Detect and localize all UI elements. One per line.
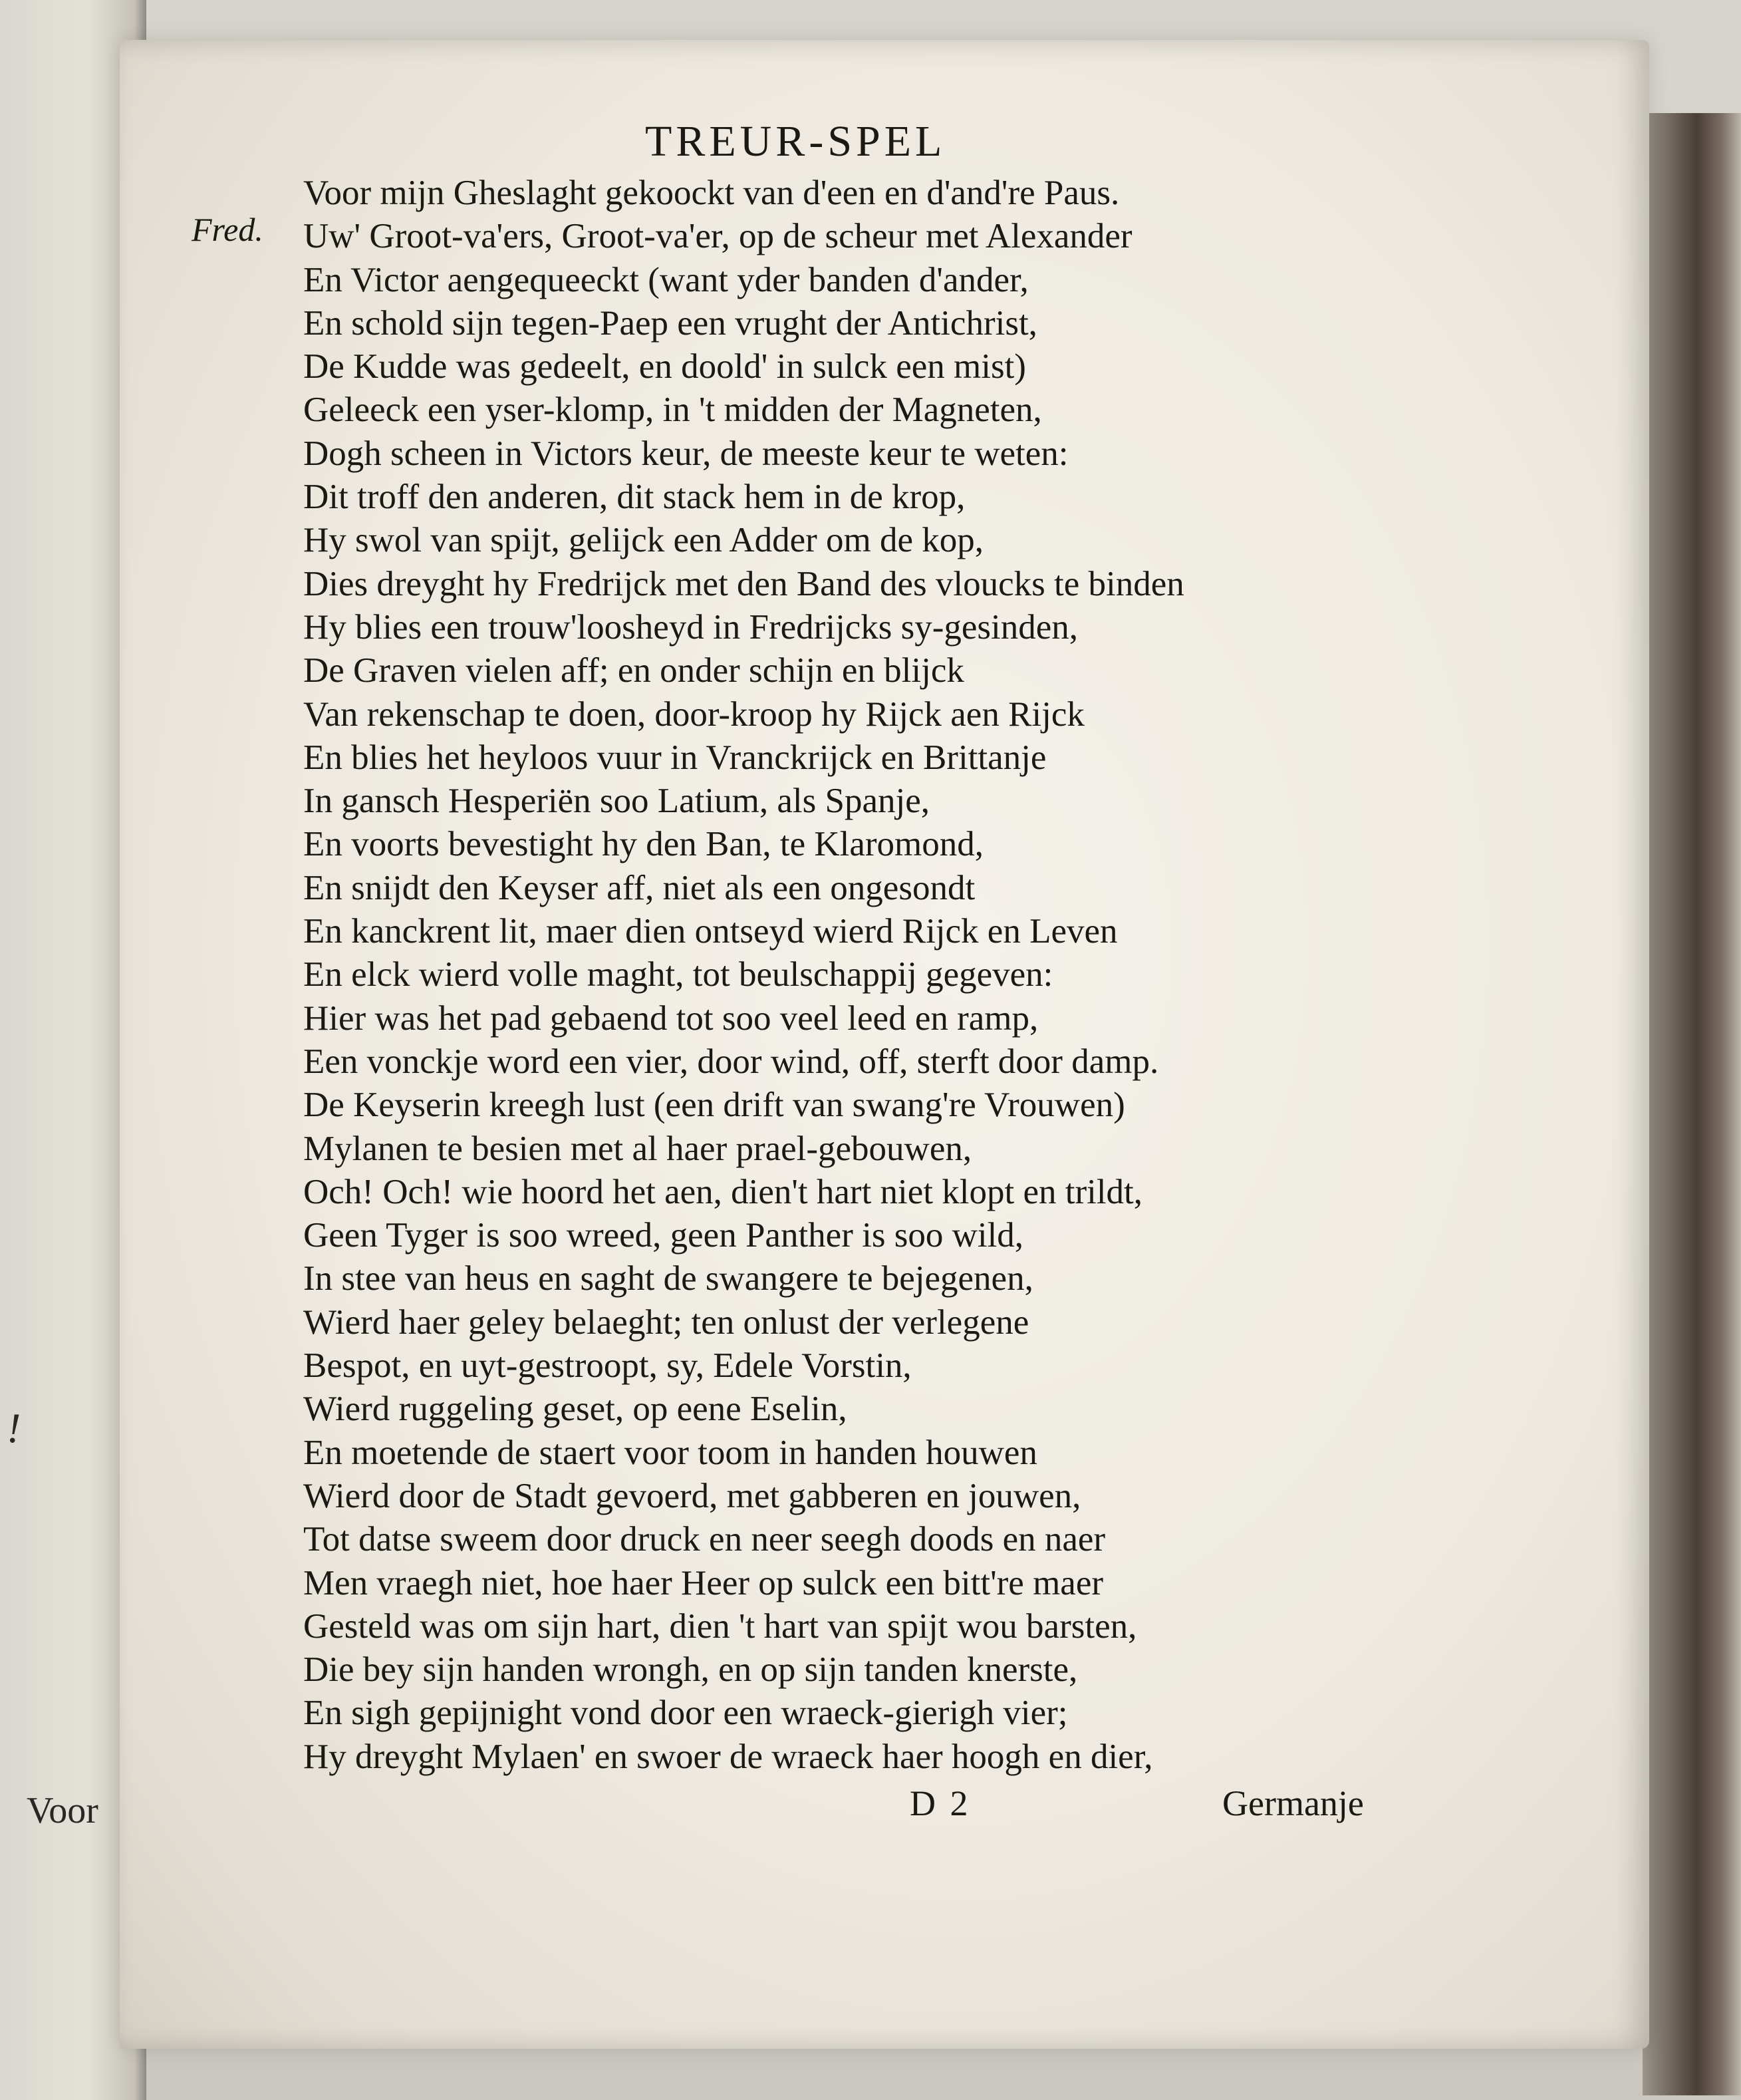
- verse-line: En schold sijn tegen-Paep een vrught der Antichrist,: [303, 303, 1037, 343]
- running-head: TREUR-SPEL: [645, 117, 946, 166]
- verse-line: En kanckrent lit, maer dien ontseyd wierd Rijck en Leven: [303, 912, 1118, 951]
- verse-line: En sigh gepijnight vond door een wraeck-gierigh vier;: [303, 1694, 1068, 1733]
- verse-line: Die bey sijn handen wrongh, en op sijn tanden knerste,: [303, 1650, 1078, 1690]
- verse-line: En elck wierd volle maght, tot beulschappij gegeven:: [303, 955, 1053, 994]
- verse-line: Hy blies een trouw'loosheyd in Fredrijcks sy-gesinden,: [303, 607, 1079, 647]
- verse-line: Bespot, en uyt-gestroopt, sy, Edele Vorstin,: [303, 1346, 912, 1386]
- verse-line: Hy swol van spijt, gelijck een Adder om de kop,: [303, 521, 984, 560]
- verse-line: Och! Och! wie hoord het aen, dien't hart niet klopt en trildt,: [303, 1172, 1143, 1211]
- verse-line: De Keyserin kreegh lust (een drift van swang're Vrouwen): [303, 1086, 1125, 1125]
- verse-line: Gesteld was om sijn hart, dien 't hart van spijt wou barsten,: [303, 1606, 1137, 1646]
- verse-line: Geen Tyger is soo wreed, geen Panther is soo wild,: [303, 1216, 1024, 1255]
- verse-line: Wierd haer geley belaeght; ten onlust der verlegene: [303, 1302, 1029, 1342]
- verse-line: Van rekenschap te doen, door-kroop hy Rijck aen Rijck: [303, 694, 1085, 734]
- verse-line: En blies het heyloos vuur in Vranckrijck en Brittanje: [303, 738, 1047, 777]
- page-signature: D 2: [910, 1783, 971, 1823]
- verse-line: Hier was het pad gebaend tot soo veel leed en ramp,: [303, 998, 1039, 1038]
- verse-line: Wierd ruggeling geset, op eene Eselin,: [303, 1390, 847, 1429]
- verse-line: Voor mijn Gheslaght gekoockt van d'een en d'and're Paus.: [303, 174, 1120, 212]
- verse-lines: [303, 172, 1184, 1779]
- verse-line: Dogh scheen in Victors keur, de meeste keur te weten:: [303, 434, 1069, 473]
- verse-line: De Kudde was gedeelt, en doold' in sulck een mist): [303, 347, 1026, 386]
- verse-line: Een vonckje word een vier, door wind, off, sterft door damp.: [303, 1042, 1159, 1081]
- verse-line: En moetende de staert voor toom in handen houwen: [303, 1433, 1037, 1472]
- verse-line: In stee van heus en saght de swangere te bejegenen,: [303, 1259, 1033, 1298]
- verse-line: Dies dreyght hy Fredrijck met den Band des vloucks te binden: [303, 564, 1184, 603]
- verse-line: Hy dreyght Mylaen' en swoer de wraeck haer hoogh en dier,: [303, 1737, 1153, 1776]
- book-cover-edge: [1643, 113, 1741, 2095]
- verse-line: Men vraegh niet, hoe haer Heer op sulck een bitt're maer: [303, 1563, 1104, 1602]
- verse-line: En snijdt den Keyser aff, niet als een ongesondt: [303, 868, 976, 907]
- verse-line: In gansch Hesperiën soo Latium, als Spanje,: [303, 782, 930, 821]
- verse-line: En Victor aengequeeckt (want yder banden d'ander,: [303, 260, 1029, 299]
- verse-line: Wierd door de Stadt gevoerd, met gabberen en jouwen,: [303, 1476, 1081, 1515]
- left-page-catchword: Voor: [27, 1790, 98, 1831]
- verse-line: En voorts bevestight hy den Ban, te Klaromond,: [303, 825, 984, 864]
- verse-line: Geleeck een yser-klomp, in 't midden der Magneten,: [303, 390, 1042, 430]
- verse-line: Mylanen te besien met al haer prael-gebouwen,: [303, 1129, 972, 1168]
- verse-line: De Graven vielen aff; en onder schijn en blijck: [303, 651, 964, 690]
- page-catchword: Germanje: [1222, 1783, 1364, 1823]
- verse-line: Dit troff den anderen, dit stack hem in de krop,: [303, 478, 966, 517]
- speaker-label: Fred.: [192, 211, 263, 248]
- verse-line: Uw' Groot-va'ers, Groot-va'er, op de scheur met Alexander: [303, 217, 1133, 256]
- left-page-margin-mark: !: [7, 1404, 21, 1451]
- verse-line: Tot datse sweem door druck en neer seegh doods en naer: [303, 1520, 1106, 1559]
